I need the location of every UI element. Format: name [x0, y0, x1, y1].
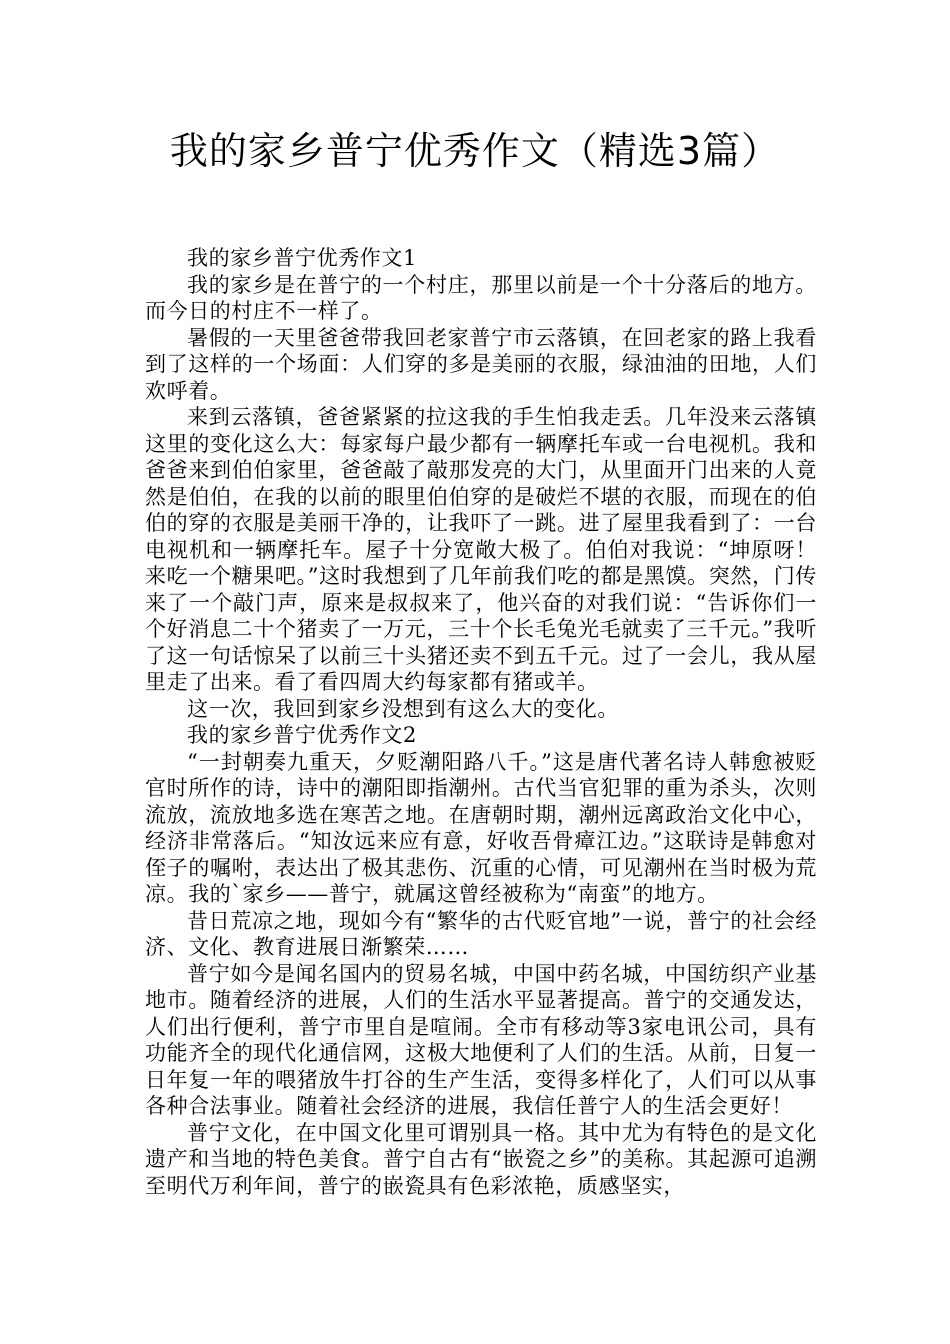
document-title: 我的家乡普宁优秀作文（精选3篇）	[169, 129, 781, 173]
paragraph: 暑假的一天里爸爸带我回老家普宁市云落镇，在回老家的路上我看到了这样的一个场面：人们穿的多是美丽的衣服，绿油油的田地，人们欢呼着。	[145, 325, 817, 403]
paragraph: 我的家乡是在普宁的一个村庄，那里以前是一个十分落后的地方。而今日的村庄不一样了。	[145, 272, 817, 323]
paragraph: 普宁文化，在中国文化里可谓别具一格。其中尤为有特色的是文化遗产和当地的特色美食。普宁自古有“嵌瓷之乡”的美称。其起源可追溯至明代万利年间，普宁的嵌瓷具有色彩浓艳，质感坚实，	[145, 1120, 817, 1198]
essay-heading-1: 我的家乡普宁优秀作文1	[187, 246, 417, 270]
paragraph: “一封朝奏九重天，夕贬潮阳路八千。”这是唐代著名诗人韩愈被贬官时所作的诗，诗中的潮阳即指潮州。古代当官犯罪的重为杀头，次则流放，流放地多选在寒苦之地。在唐朝时期，潮州远离政治文化中心，经济非常落后。“知汝远来应有意，好收吾骨瘴江边。”这联诗是韩愈对侄子的嘱咐，表达出了极其悲伤、沉重的心情，可见潮州在当时极为荒凉。我的`家乡——普宁，就属这曾经被称为“南蛮”的地方。	[145, 749, 817, 906]
essay-heading-2: 我的家乡普宁优秀作文2	[187, 723, 417, 747]
paragraph: 这一次，我回到家乡没想到有这么大的变化。	[187, 696, 619, 721]
paragraph: 普宁如今是闻名国内的贸易名城，中国中药名城，中国纺织产业基地市。随着经济的进展，人们的生活水平显著提高。普宁的交通发达，人们出行便利，普宁市里自是喧闹。全市有移动等3家电讯公司，具有功能齐全的现代化通信网，这极大地便利了人们的生活。从前，日复一日年复一年的喂猪放牛打谷的生产生活，变得多样化了，人们可以从事各种合法事业。随着社会经济的进展，我信任普宁人的生活会更好！	[145, 961, 817, 1118]
document-body	[145, 245, 817, 1199]
paragraph: 昔日荒凉之地，现如今有“繁华的古代贬官地”一说，普宁的社会经济、文化、教育进展日渐繁荣……	[145, 908, 817, 959]
paragraph: 来到云落镇，爸爸紧紧的拉这我的手生怕我走丢。几年没来云落镇这里的变化这么大：每家每户最少都有一辆摩托车或一台电视机。我和爸爸来到伯伯家里，爸爸敲了敲那发亮的大门，从里面开门出来的人竟然是伯伯，在我的以前的眼里伯伯穿的是破烂不堪的衣服，而现在的伯伯的穿的衣服是美丽干净的，让我吓了一跳。进了屋里我看到了：一台电视机和一辆摩托车。屋子十分宽敞大极了。伯伯对我说：“坤原呀！来吃一个糖果吧。”这时我想到了几年前我们吃的都是黑馍。突然，门传来了一个敲门声，原来是叔叔来了，他兴奋的对我们说：“告诉你们一个好消息二十个猪卖了一万元，三十个长毛兔光毛就卖了三千元。”我听了这一句话惊呆了以前三十头猪还卖不到五千元。过了一会儿，我从屋里走了出来。看了看四周大约每家都有猪或羊。	[145, 405, 817, 694]
